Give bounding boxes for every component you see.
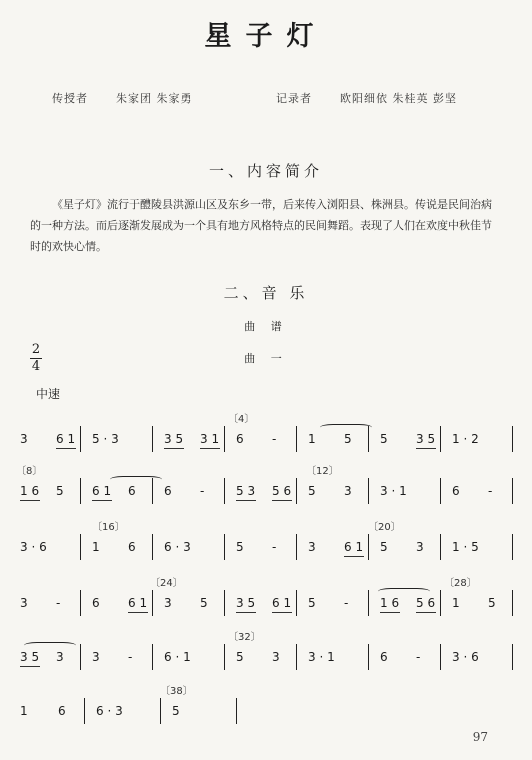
score-line bbox=[14, 466, 518, 532]
note-beat: - bbox=[128, 650, 133, 664]
eighth-underline bbox=[20, 500, 40, 501]
measure-number: 〔16〕 bbox=[92, 522, 125, 533]
barline bbox=[80, 478, 81, 504]
note-beat: - bbox=[416, 650, 421, 664]
note-beat: 6 bbox=[452, 484, 460, 498]
recorders-label: 记录者 bbox=[276, 92, 312, 105]
note-beat: 6 1 bbox=[56, 432, 76, 446]
measure-number: 〔8〕 bbox=[16, 466, 43, 477]
barline bbox=[80, 534, 81, 560]
note-beat: - bbox=[56, 596, 61, 610]
score-line bbox=[14, 578, 518, 644]
barline bbox=[512, 478, 513, 504]
measure-number: 〔32〕 bbox=[228, 632, 261, 643]
note-beat: 3 5 bbox=[236, 596, 256, 610]
note-beat: 5 bbox=[344, 432, 352, 446]
note-beat: - bbox=[488, 484, 493, 498]
barline bbox=[296, 590, 297, 616]
note-beat: 5 bbox=[380, 432, 388, 446]
note-beat: 5 bbox=[200, 596, 208, 610]
score-line bbox=[14, 686, 518, 752]
barline bbox=[152, 534, 153, 560]
note-beat: 6 · 1 bbox=[164, 650, 191, 664]
note-beat: 5 bbox=[380, 540, 388, 554]
note-beat: 6 · 3 bbox=[96, 704, 123, 718]
section-heading-music: 二、音 乐 bbox=[223, 284, 309, 302]
transmitters-label: 传授者 bbox=[52, 92, 88, 105]
barline bbox=[368, 644, 369, 670]
barline bbox=[224, 644, 225, 670]
tie-arc bbox=[320, 424, 372, 431]
note-beat: - bbox=[344, 596, 349, 610]
note-beat: 5 · 3 bbox=[92, 432, 119, 446]
note-beat: 3 5 bbox=[164, 432, 184, 446]
eighth-underline bbox=[272, 612, 292, 613]
note-beat: 3 bbox=[344, 484, 352, 498]
eighth-underline bbox=[92, 500, 112, 501]
note-beat: 5 bbox=[308, 484, 316, 498]
note-beat: 1 6 bbox=[20, 484, 40, 498]
eighth-underline bbox=[272, 500, 292, 501]
note-beat: - bbox=[272, 432, 277, 446]
barline bbox=[80, 590, 81, 616]
note-beat: 5 bbox=[488, 596, 496, 610]
eighth-underline bbox=[236, 500, 256, 501]
eighth-underline bbox=[380, 612, 400, 613]
barline bbox=[512, 590, 513, 616]
note-beat: 3 bbox=[308, 540, 316, 554]
note-beat: 3 bbox=[56, 650, 64, 664]
note-beat: 3 bbox=[164, 596, 172, 610]
note-beat: 3 bbox=[92, 650, 100, 664]
note-beat: 6 bbox=[58, 704, 66, 718]
barline bbox=[512, 644, 513, 670]
barline bbox=[368, 478, 369, 504]
eighth-underline bbox=[20, 666, 40, 667]
eighth-underline bbox=[236, 612, 256, 613]
note-beat: 3 5 bbox=[20, 650, 40, 664]
note-beat: 3 bbox=[20, 432, 28, 446]
barline bbox=[224, 590, 225, 616]
barline bbox=[84, 698, 85, 724]
note-beat: 6 bbox=[92, 596, 100, 610]
barline bbox=[440, 590, 441, 616]
barline bbox=[368, 534, 369, 560]
barline bbox=[296, 644, 297, 670]
note-beat: 3 5 bbox=[416, 432, 436, 446]
score-line bbox=[14, 522, 518, 588]
note-beat: 5 bbox=[236, 650, 244, 664]
barline bbox=[152, 644, 153, 670]
time-signature bbox=[30, 343, 42, 374]
note-beat: 1 · 2 bbox=[452, 432, 479, 446]
measure-number: 〔12〕 bbox=[306, 466, 339, 477]
eighth-underline bbox=[56, 448, 76, 449]
barline bbox=[236, 698, 237, 724]
note-beat: 6 bbox=[236, 432, 244, 446]
note-beat: 1 bbox=[92, 540, 100, 554]
barline bbox=[80, 426, 81, 452]
eighth-underline bbox=[128, 612, 148, 613]
note-beat: 6 bbox=[380, 650, 388, 664]
measure-number: 〔28〕 bbox=[444, 578, 477, 589]
tie-arc bbox=[378, 588, 430, 595]
measure-number: 〔20〕 bbox=[368, 522, 401, 533]
barline bbox=[152, 590, 153, 616]
note-beat: 5 6 bbox=[416, 596, 436, 610]
transmitters-names: 朱家团 朱家勇 bbox=[116, 92, 193, 105]
note-beat: 3 · 6 bbox=[20, 540, 47, 554]
measure-number: 〔4〕 bbox=[228, 414, 255, 425]
barline bbox=[296, 534, 297, 560]
time-signature-top: 2 bbox=[31, 342, 41, 357]
note-beat: 5 bbox=[172, 704, 180, 718]
barline bbox=[512, 426, 513, 452]
note-beat: 5 bbox=[56, 484, 64, 498]
barline bbox=[152, 426, 153, 452]
barline bbox=[160, 698, 161, 724]
barline bbox=[440, 426, 441, 452]
note-beat: - bbox=[200, 484, 205, 498]
note-beat: 5 bbox=[236, 540, 244, 554]
score-subtitle: 曲 谱 bbox=[244, 320, 288, 333]
barline bbox=[512, 534, 513, 560]
note-beat: - bbox=[272, 540, 277, 554]
note-beat: 6 · 3 bbox=[164, 540, 191, 554]
barline bbox=[224, 426, 225, 452]
page-number: 97 bbox=[472, 730, 488, 744]
measure-number: 〔24〕 bbox=[150, 578, 183, 589]
note-beat: 3 · 1 bbox=[308, 650, 335, 664]
score-line bbox=[14, 632, 518, 698]
eighth-underline bbox=[416, 448, 436, 449]
note-beat: 5 bbox=[308, 596, 316, 610]
barline bbox=[440, 478, 441, 504]
note-beat: 6 1 bbox=[272, 596, 292, 610]
note-beat: 6 bbox=[128, 540, 136, 554]
note-beat: 3 bbox=[20, 596, 28, 610]
note-beat: 3 bbox=[416, 540, 424, 554]
tune-title: 曲 一 bbox=[244, 352, 288, 365]
barline bbox=[80, 644, 81, 670]
note-beat: 5 3 bbox=[236, 484, 256, 498]
barline bbox=[368, 590, 369, 616]
note-beat: 1 6 bbox=[380, 596, 400, 610]
measure-number: 〔38〕 bbox=[160, 686, 193, 697]
note-beat: 3 · 1 bbox=[380, 484, 407, 498]
barline bbox=[224, 478, 225, 504]
note-beat: 3 1 bbox=[200, 432, 220, 446]
barline bbox=[440, 644, 441, 670]
barline bbox=[224, 534, 225, 560]
note-beat: 5 6 bbox=[272, 484, 292, 498]
note-beat: 6 1 bbox=[128, 596, 148, 610]
time-signature-bottom: 4 bbox=[31, 359, 41, 374]
eighth-underline bbox=[164, 448, 184, 449]
section-heading-intro: 一、内容简介 bbox=[208, 162, 323, 180]
barline bbox=[296, 478, 297, 504]
note-beat: 1 · 5 bbox=[452, 540, 479, 554]
note-beat: 3 bbox=[272, 650, 280, 664]
note-beat: 6 bbox=[164, 484, 172, 498]
note-beat: 3 · 6 bbox=[452, 650, 479, 664]
tie-arc bbox=[110, 476, 162, 483]
note-beat: 1 bbox=[20, 704, 28, 718]
barline bbox=[296, 426, 297, 452]
note-beat: 6 bbox=[128, 484, 136, 498]
tempo-marking: 中速 bbox=[36, 387, 61, 401]
intro-paragraph: 《星子灯》流行于醴陵县洪源山区及东乡一带，后来传入浏阳县、株洲县。传说是民间治病的一种方法。而后逐渐发展成为一个具有地方风格特点的民间舞蹈。表现了人们在欢度中秋佳节时的欢快心情。 bbox=[30, 198, 492, 253]
note-beat: 6 1 bbox=[344, 540, 364, 554]
note-beat: 6 1 bbox=[92, 484, 112, 498]
note-beat: 1 bbox=[452, 596, 460, 610]
note-beat: 1 bbox=[308, 432, 316, 446]
recorders-names: 欧阳细依 朱桂英 彭坚 bbox=[340, 92, 457, 105]
eighth-underline bbox=[344, 556, 364, 557]
tie-arc bbox=[24, 642, 76, 649]
eighth-underline bbox=[200, 448, 220, 449]
eighth-underline bbox=[416, 612, 436, 613]
barline bbox=[440, 534, 441, 560]
page-title: 星子灯 bbox=[204, 21, 328, 52]
